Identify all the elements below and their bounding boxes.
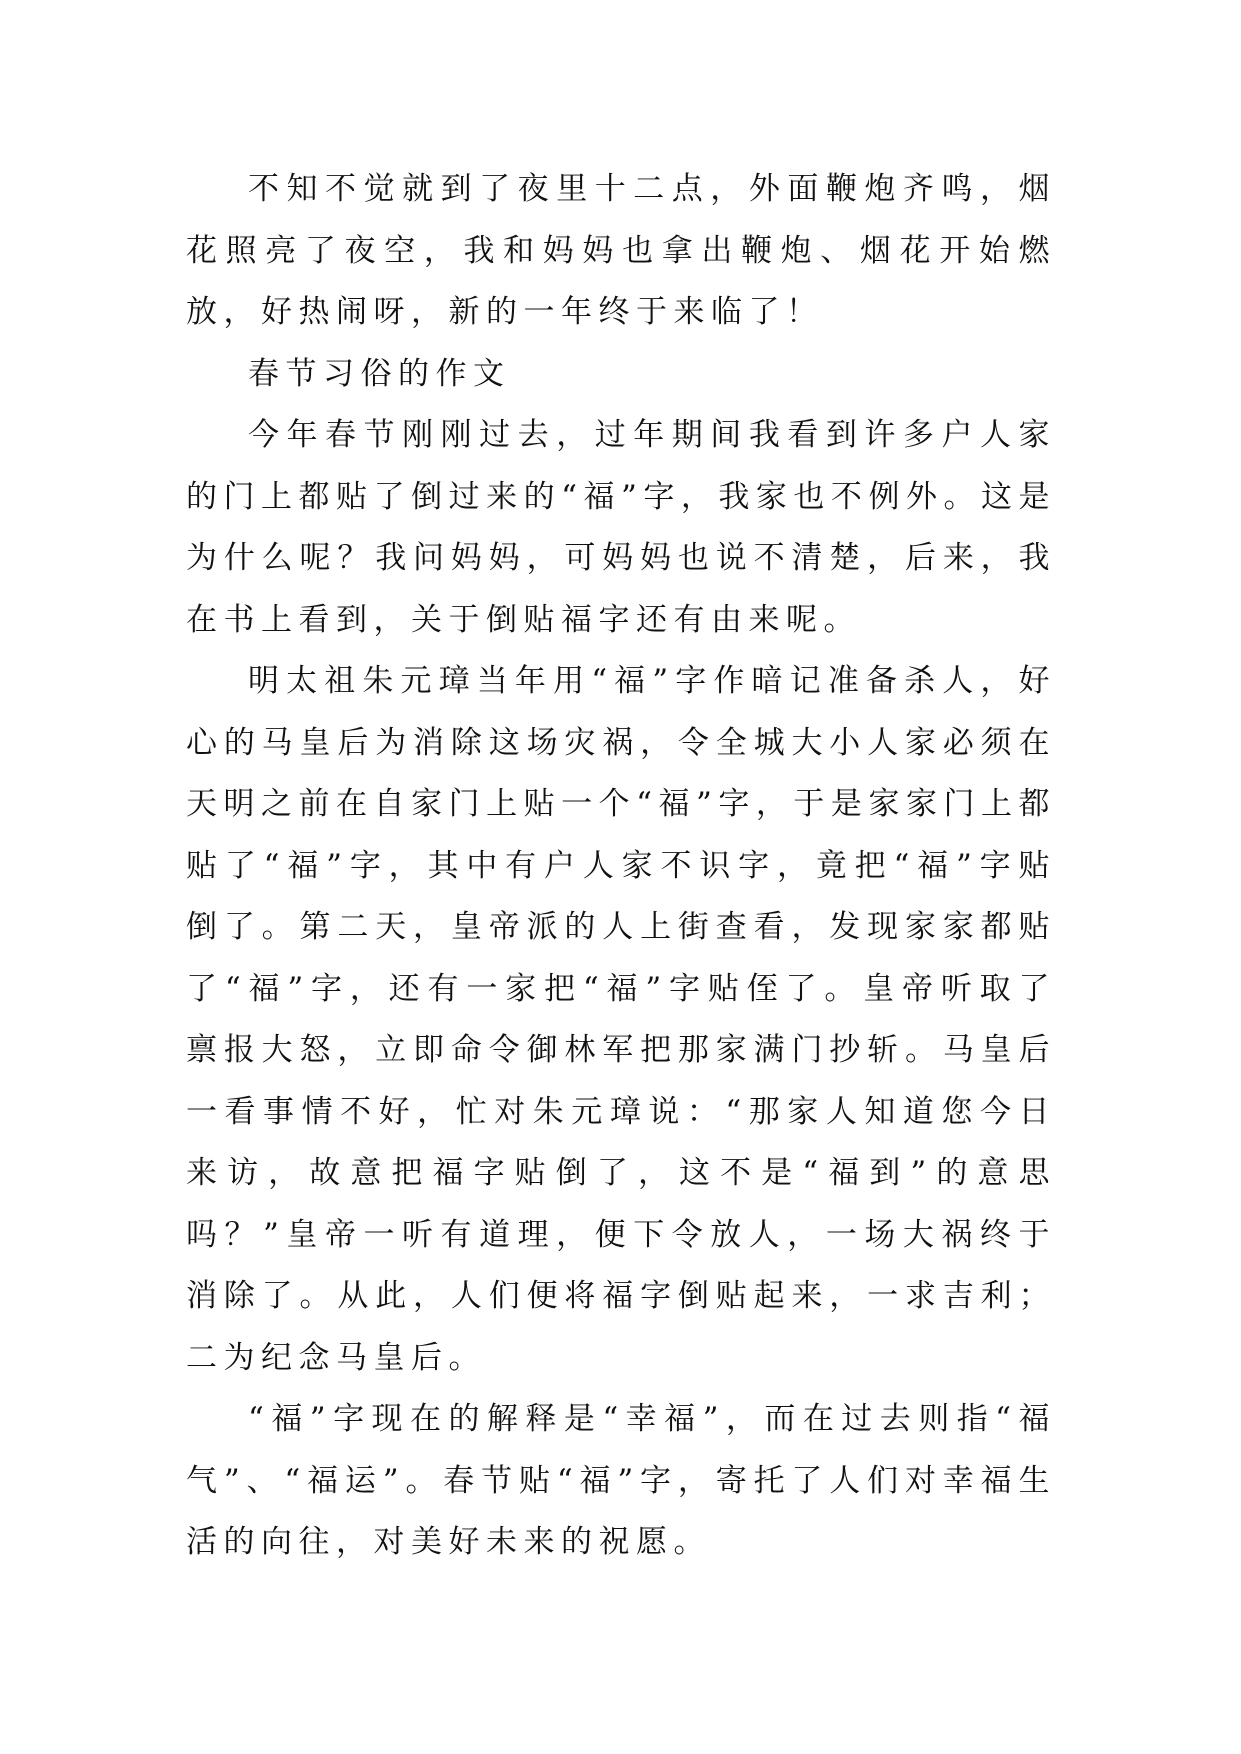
paragraph-fu-legend: 明太祖朱元璋当年用“福”字作暗记准备杀人，好心的马皇后为消除这场灾祸，令全城大小人家必须在天明之前在自家门上贴一个“福”字，于是家家门上都贴了“福”字，其中有户人家不识字，竟把“福”字贴倒了。第二天，皇帝派的人上街查看，发现家家都贴了“福”字，还有一家把“福”字贴侄了。皇帝听取了禀报大怒，立即命令御林军把那家满门抄斩。马皇后一看事情不好，忙对朱元璋说：“那家人知道您今日来访，故意把福字贴倒了，这不是“福到”的意思吗？”皇帝一听有道理，便下令放人，一场大祸终于消除了。从此，人们便将福字倒贴起来，一求吉利；二为纪念马皇后。 xyxy=(186,663,1056,1376)
document-body xyxy=(186,159,1056,1574)
paragraph-fu-meaning: “福”字现在的解释是“幸福”，而在过去则指“福气”、“福运”。春节贴“福”字，寄托了人们对幸福生活的向往，对美好未来的祝愿。 xyxy=(186,1401,1056,1560)
paragraph-new-year-night: 不知不觉就到了夜里十二点，外面鞭炮齐鸣，烟花照亮了夜空，我和妈妈也拿出鞭炮、烟花开始燃放，好热闹呀，新的一年终于来临了！ xyxy=(186,171,1056,330)
essay-title: 春节习俗的作文 xyxy=(248,355,511,392)
paragraph-fu-question: 今年春节刚刚过去，过年期间我看到许多户人家的门上都贴了倒过来的“福”字，我家也不例外。这是为什么呢？我问妈妈，可妈妈也说不清楚，后来，我在书上看到，关于倒贴福字还有由来呢。 xyxy=(186,417,1056,638)
